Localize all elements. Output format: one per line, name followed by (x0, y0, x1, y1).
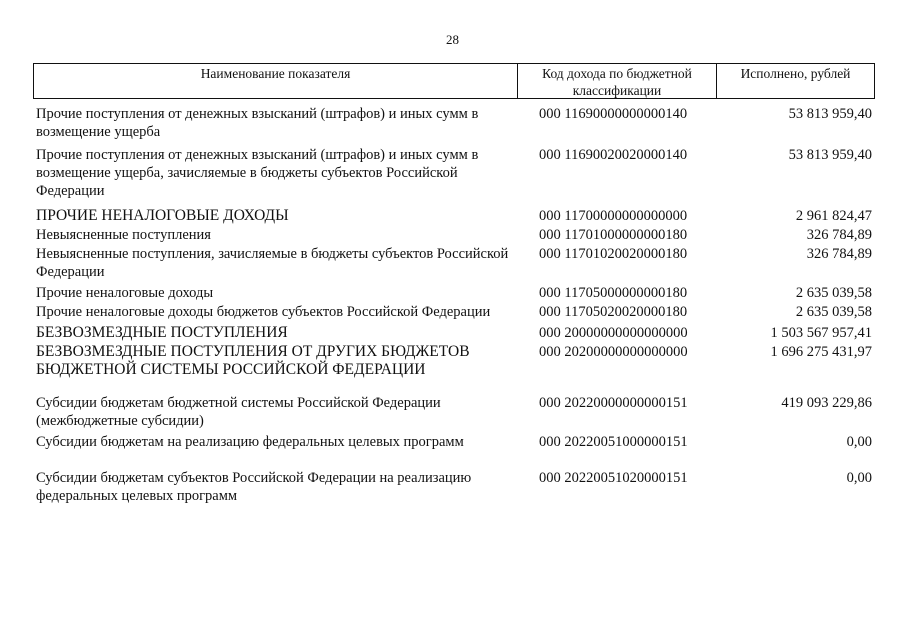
row-amount: 53 813 959,40 (788, 147, 872, 163)
header-name: Наименование показателя (34, 64, 518, 98)
row-name: Невыясненные поступления (36, 227, 211, 243)
row-name: БЕЗВОЗМЕЗДНЫЕ ПОСТУПЛЕНИЯ (36, 324, 288, 341)
row-name: Прочие неналоговые доходы бюджетов субъектов Российской Федерации (36, 304, 491, 320)
row-amount: 2 961 824,47 (795, 208, 872, 224)
row-amount: 1 503 567 957,41 (770, 325, 872, 341)
row-code: 000 11701000000000180 (539, 227, 688, 243)
row-amount: 53 813 959,40 (788, 106, 872, 122)
table-row (33, 105, 875, 141)
row-amount: 326 784,89 (806, 227, 872, 243)
header-code: Код дохода по бюджетной классификации (518, 64, 717, 98)
row-code: 000 11701020020000180 (539, 246, 688, 262)
row-name: Прочие поступления от денежных взысканий (штрафов) и иных сумм в возмещение ущерба (36, 106, 479, 140)
table-row (33, 207, 875, 225)
row-name: ПРОЧИЕ НЕНАЛОГОВЫЕ ДОХОДЫ (36, 207, 289, 224)
row-code: 000 11700000000000000 (539, 208, 688, 224)
row-code: 000 11705020020000180 (539, 304, 688, 320)
row-name: Прочие неналоговые доходы (36, 285, 214, 301)
table-row (33, 469, 875, 505)
table-header (33, 63, 875, 99)
table-row (33, 303, 875, 321)
report-table (33, 63, 875, 505)
row-name: Субсидии бюджетам на реализацию федеральных целевых программ (36, 434, 464, 450)
row-code: 000 20220051020000151 (539, 470, 688, 486)
row-name: Субсидии бюджетам субъектов Российской Федерации на реализацию федеральных целевых программ (36, 470, 472, 504)
table-row (33, 343, 875, 379)
row-amount: 2 635 039,58 (795, 285, 872, 301)
table-row (33, 146, 875, 200)
table-row (33, 245, 875, 281)
header-amount: Исполнено, рублей (740, 66, 851, 81)
table-row (33, 226, 875, 244)
row-amount: 1 696 275 431,97 (770, 344, 872, 360)
row-code: 000 11690020020000140 (539, 147, 688, 163)
row-code: 000 11690000000000140 (539, 106, 688, 122)
row-code: 000 20200000000000000 (539, 344, 688, 360)
row-name: Субсидии бюджетам бюджетной системы Российской Федерации (межбюджетные субсидии) (36, 395, 441, 429)
table-row (33, 394, 875, 430)
row-amount: 0,00 (846, 434, 872, 450)
row-name: БЕЗВОЗМЕЗДНЫЕ ПОСТУПЛЕНИЯ ОТ ДРУГИХ БЮДЖЕТОВ БЮДЖЕТНОЙ СИСТЕМЫ РОССИЙСКОЙ ФЕДЕРАЦИИ (36, 343, 470, 378)
row-code: 000 20220000000000151 (539, 395, 688, 411)
table-row (33, 433, 875, 451)
row-name: Невыясненные поступления, зачисляемые в бюджеты субъектов Российской Федерации (36, 246, 509, 280)
row-name: Прочие поступления от денежных взысканий (штрафов) и иных сумм в возмещение ущерба, зачисляемые в бюджеты субъектов Российской Федерации (36, 147, 479, 199)
table-row (33, 324, 875, 342)
row-code: 000 20220051000000151 (539, 434, 688, 450)
row-amount: 0,00 (846, 470, 872, 486)
row-code: 000 20000000000000000 (539, 325, 688, 341)
row-amount: 326 784,89 (806, 246, 872, 262)
table-row (33, 284, 875, 302)
row-code: 000 11705000000000180 (539, 285, 688, 301)
row-amount: 2 635 039,58 (795, 304, 872, 320)
row-amount: 419 093 229,86 (781, 395, 872, 411)
page-number: 28 (446, 32, 459, 47)
